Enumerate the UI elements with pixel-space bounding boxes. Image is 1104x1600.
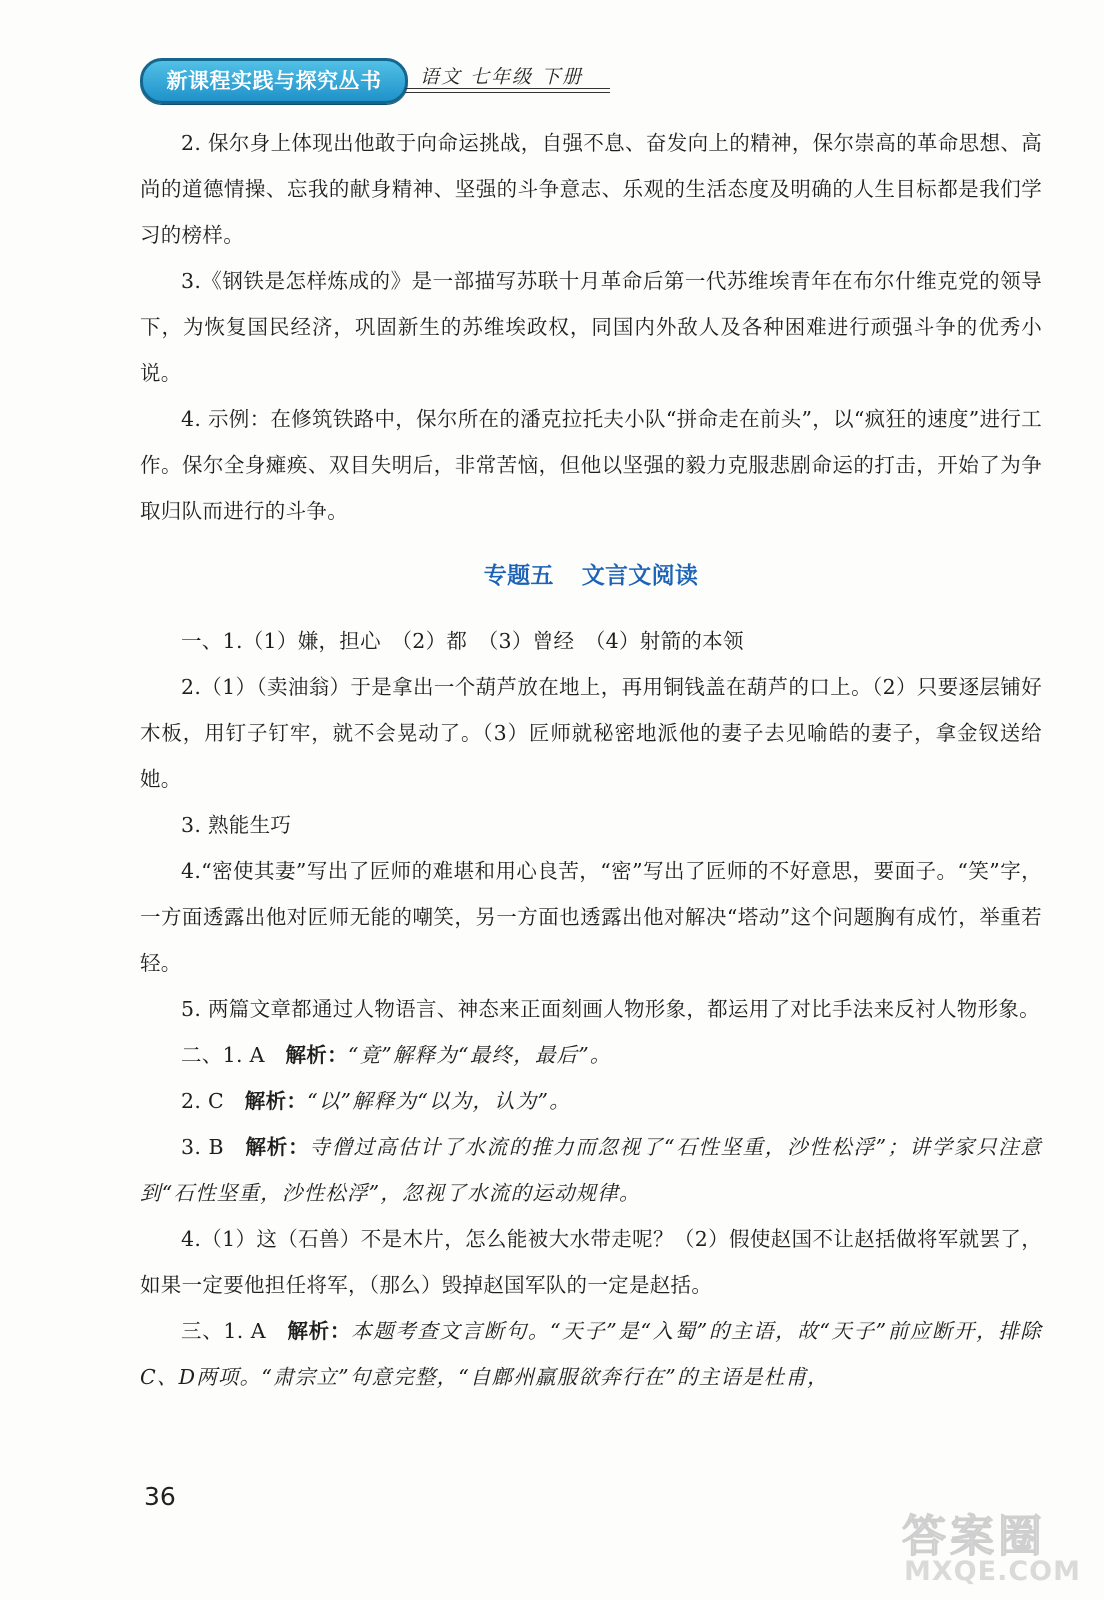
answer-prefix: 三、1. A: [181, 1319, 288, 1343]
analysis-item: [140, 1032, 1042, 1078]
watermark-logo: 答案圈: [902, 1511, 1046, 1562]
analysis-label: 解析：: [244, 1089, 308, 1113]
analysis-text: “以”解释为“以为，认为”。: [307, 1089, 571, 1113]
header-rule: [405, 88, 610, 89]
answer-prefix: 3. B: [181, 1135, 246, 1159]
answer-paragraph: 5. 两篇文章都通过人物语言、神态来正面刻画人物形象，都运用了对比手法来反衬人物形象。: [181, 997, 1040, 1021]
answer-paragraph: 4.“密使其妻”写出了匠师的难堪和用心良苦，“密”写出了匠师的不好意思，要面子。“笑”字，一方面透露出他对匠师无能的嘲笑，另一方面也透露出他对解决“塔动”这个问题胸有成竹，举重若轻。: [140, 859, 1042, 975]
page-header: [0, 58, 1104, 108]
book-info: 语文 七年级 下册: [420, 66, 584, 88]
answer-paragraph: 一、1.（1）嫌，担心 （2）都 （3）曾经 （4）射箭的本领: [181, 629, 744, 653]
header-rule: [405, 92, 610, 93]
page-content: [140, 120, 1042, 1400]
answer-paragraph: 4.（1）这（石兽）不是木片，怎么能被大水带走呢？（2）假使赵国不让赵括做将军就罢了，如果一定要他担任将军，（那么）毁掉赵国军队的一定是赵括。: [140, 1227, 1042, 1297]
answer-paragraph: 3. 熟能生巧: [181, 813, 292, 837]
answer-paragraph: 2.（1）（卖油翁）于是拿出一个葫芦放在地上，再用铜钱盖在葫芦的口上。（2）只要逐层铺好木板，用钉子钉牢，就不会晃动了。（3）匠师就秘密地派他的妻子去见喻皓的妻子，拿金钗送给她。: [140, 675, 1042, 791]
analysis-label: 解析：: [245, 1135, 310, 1159]
watermark-url: MXQE.COM: [904, 1556, 1081, 1587]
analysis-label: 解析：: [285, 1043, 348, 1067]
analysis-text: 寺僧过高估计了水流的推力而忽视了“石性坚重，沙性松浮”；讲学家只注意到“石性坚重，沙性松浮”，忽视了水流的运动规律。: [140, 1135, 1042, 1205]
analysis-item: [140, 1124, 1042, 1216]
analysis-text: “竟”解释为“最终，最后”。: [347, 1043, 612, 1067]
answer-paragraph: 3.《钢铁是怎样炼成的》是一部描写苏联十月革命后第一代苏维埃青年在布尔什维克党的领导下，为恢复国民经济，巩固新生的苏维埃政权，同国内外敌人及各种困难进行顽强斗争的优秀小说。: [140, 269, 1042, 385]
analysis-label: 解析：: [287, 1319, 352, 1343]
section-number: 专题五: [483, 563, 554, 589]
analysis-item: [140, 1078, 1042, 1124]
watermark: [900, 1500, 1100, 1595]
series-badge: 新课程实践与探究丛书: [140, 58, 408, 104]
answer-prefix: 2. C: [181, 1089, 245, 1113]
answer-paragraph: 2. 保尔身上体现出他敢于向命运挑战，自强不息、奋发向上的精神，保尔崇高的革命思想、高尚的道德情操、忘我的献身精神、坚强的斗争意志、乐观的生活态度及明确的人生目标都是我们学习的榜样。: [140, 131, 1042, 247]
answer-prefix: 二、1. A: [181, 1043, 286, 1067]
answer-paragraph: 4. 示例：在修筑铁路中，保尔所在的潘克拉托夫小队“拼命走在前头”，以“疯狂的速度”进行工作。保尔全身瘫痪、双目失明后，非常苦恼，但他以坚强的毅力克服悲剧命运的打击，开始了为争取归队而进行的斗争。: [140, 407, 1042, 523]
analysis-item: [140, 1308, 1042, 1400]
section-title: [140, 554, 1042, 598]
section-name: 文言文阅读: [581, 563, 699, 589]
analysis-text: 本题考查文言断句。“天子”是“入蜀”的主语，故“天子”前应断开，排除C、D两项。“肃宗立”句意完整，“自鄜州羸服欲奔行在”的主语是杜甫，: [140, 1319, 1042, 1389]
page-number: 36: [144, 1482, 176, 1511]
